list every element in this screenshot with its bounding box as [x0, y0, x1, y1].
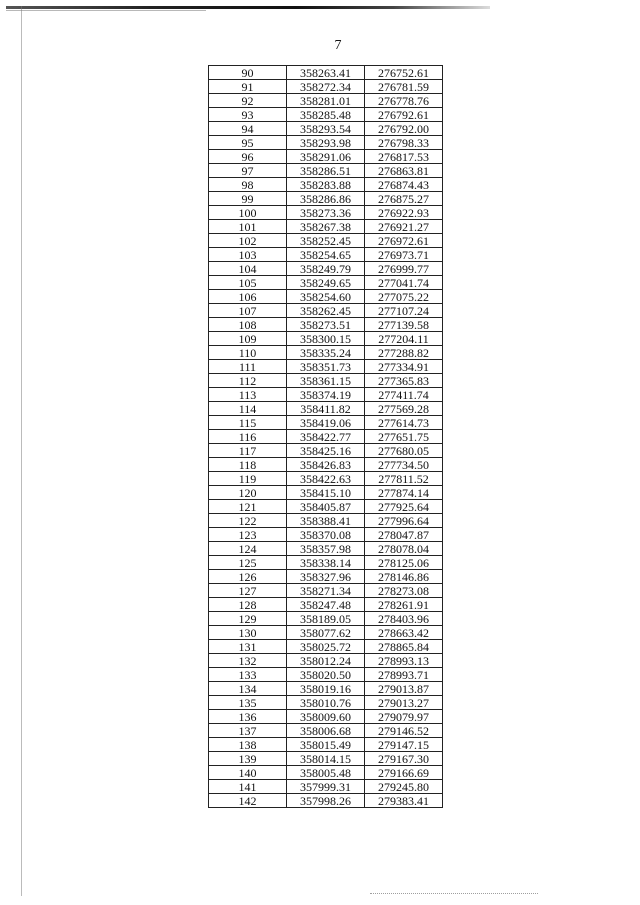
table-row	[209, 136, 443, 150]
point-number-cell: 109	[209, 332, 287, 346]
x-coordinate-cell: 358285.48	[287, 108, 365, 122]
table-row	[209, 150, 443, 164]
y-coordinate-cell: 277288.82	[365, 346, 443, 360]
table-row	[209, 318, 443, 332]
point-number-cell: 122	[209, 514, 287, 528]
point-number-cell: 94	[209, 122, 287, 136]
y-coordinate-cell: 276792.61	[365, 108, 443, 122]
point-number-cell: 142	[209, 794, 287, 808]
y-coordinate-cell: 276972.61	[365, 234, 443, 248]
x-coordinate-cell: 358009.60	[287, 710, 365, 724]
point-number-cell: 118	[209, 458, 287, 472]
point-number-cell: 112	[209, 374, 287, 388]
table-row	[209, 430, 443, 444]
table-row	[209, 766, 443, 780]
point-number-cell: 105	[209, 276, 287, 290]
y-coordinate-cell: 276973.71	[365, 248, 443, 262]
table-row	[209, 472, 443, 486]
point-number-cell: 115	[209, 416, 287, 430]
point-number-cell: 96	[209, 150, 287, 164]
point-number-cell: 110	[209, 346, 287, 360]
table-row	[209, 206, 443, 220]
point-number-cell: 103	[209, 248, 287, 262]
x-coordinate-cell: 358014.15	[287, 752, 365, 766]
y-coordinate-cell: 277041.74	[365, 276, 443, 290]
x-coordinate-cell: 358272.34	[287, 80, 365, 94]
point-number-cell: 100	[209, 206, 287, 220]
point-number-cell: 121	[209, 500, 287, 514]
point-number-cell: 139	[209, 752, 287, 766]
table-row	[209, 290, 443, 304]
table-row	[209, 444, 443, 458]
y-coordinate-cell: 277734.50	[365, 458, 443, 472]
x-coordinate-cell: 358374.19	[287, 388, 365, 402]
point-number-cell: 134	[209, 682, 287, 696]
y-coordinate-cell: 277204.11	[365, 332, 443, 346]
y-coordinate-cell: 277811.52	[365, 472, 443, 486]
point-number-cell: 124	[209, 542, 287, 556]
x-coordinate-cell: 358425.16	[287, 444, 365, 458]
x-coordinate-cell: 358388.41	[287, 514, 365, 528]
x-coordinate-cell: 358025.72	[287, 640, 365, 654]
x-coordinate-cell: 358283.88	[287, 178, 365, 192]
x-coordinate-cell: 358273.36	[287, 206, 365, 220]
table-row	[209, 710, 443, 724]
table-row	[209, 738, 443, 752]
x-coordinate-cell: 358327.96	[287, 570, 365, 584]
y-coordinate-cell: 276921.27	[365, 220, 443, 234]
table-row	[209, 500, 443, 514]
point-number-cell: 113	[209, 388, 287, 402]
y-coordinate-cell: 276781.59	[365, 80, 443, 94]
x-coordinate-cell: 358005.48	[287, 766, 365, 780]
point-number-cell: 95	[209, 136, 287, 150]
x-coordinate-cell: 358286.51	[287, 164, 365, 178]
table-row	[209, 178, 443, 192]
x-coordinate-cell: 358300.15	[287, 332, 365, 346]
y-coordinate-cell: 277925.64	[365, 500, 443, 514]
x-coordinate-cell: 358267.38	[287, 220, 365, 234]
point-number-cell: 136	[209, 710, 287, 724]
point-number-cell: 138	[209, 738, 287, 752]
x-coordinate-cell: 358419.06	[287, 416, 365, 430]
point-number-cell: 97	[209, 164, 287, 178]
point-number-cell: 114	[209, 402, 287, 416]
table-row	[209, 724, 443, 738]
y-coordinate-cell: 279013.87	[365, 682, 443, 696]
y-coordinate-cell: 277365.83	[365, 374, 443, 388]
x-coordinate-cell: 358370.08	[287, 528, 365, 542]
point-number-cell: 125	[209, 556, 287, 570]
x-coordinate-cell: 358249.65	[287, 276, 365, 290]
point-number-cell: 117	[209, 444, 287, 458]
x-coordinate-cell: 357999.31	[287, 780, 365, 794]
x-coordinate-cell: 358015.49	[287, 738, 365, 752]
x-coordinate-cell: 358293.98	[287, 136, 365, 150]
point-number-cell: 116	[209, 430, 287, 444]
page-number: 7	[334, 38, 342, 53]
table-row	[209, 640, 443, 654]
point-number-cell: 141	[209, 780, 287, 794]
table-row	[209, 332, 443, 346]
point-number-cell: 135	[209, 696, 287, 710]
point-number-cell: 129	[209, 612, 287, 626]
table-row	[209, 514, 443, 528]
x-coordinate-cell: 358254.60	[287, 290, 365, 304]
scan-left-edge-line	[21, 6, 22, 896]
table-row	[209, 556, 443, 570]
y-coordinate-cell: 278125.06	[365, 556, 443, 570]
point-number-cell: 108	[209, 318, 287, 332]
point-number-cell: 137	[209, 724, 287, 738]
point-number-cell: 101	[209, 220, 287, 234]
table-row	[209, 164, 443, 178]
table-row	[209, 262, 443, 276]
y-coordinate-cell: 276999.77	[365, 262, 443, 276]
table-row	[209, 248, 443, 262]
x-coordinate-cell: 358273.51	[287, 318, 365, 332]
y-coordinate-cell: 279383.41	[365, 794, 443, 808]
x-coordinate-cell: 358293.54	[287, 122, 365, 136]
table-row	[209, 416, 443, 430]
x-coordinate-cell: 358006.68	[287, 724, 365, 738]
y-coordinate-cell: 276875.27	[365, 192, 443, 206]
x-coordinate-cell: 358415.10	[287, 486, 365, 500]
table-row	[209, 234, 443, 248]
y-coordinate-cell: 277334.91	[365, 360, 443, 374]
y-coordinate-cell: 278261.91	[365, 598, 443, 612]
table-row	[209, 458, 443, 472]
table-row	[209, 752, 443, 766]
point-number-cell: 120	[209, 486, 287, 500]
y-coordinate-cell: 277680.05	[365, 444, 443, 458]
x-coordinate-cell: 358262.45	[287, 304, 365, 318]
point-number-cell: 93	[209, 108, 287, 122]
y-coordinate-cell: 277874.14	[365, 486, 443, 500]
y-coordinate-cell: 279079.97	[365, 710, 443, 724]
table-row	[209, 276, 443, 290]
y-coordinate-cell: 276817.53	[365, 150, 443, 164]
point-number-cell: 127	[209, 584, 287, 598]
scan-footer-noise	[370, 893, 538, 895]
y-coordinate-cell: 277651.75	[365, 430, 443, 444]
y-coordinate-cell: 277569.28	[365, 402, 443, 416]
y-coordinate-cell: 277614.73	[365, 416, 443, 430]
x-coordinate-cell: 358077.62	[287, 626, 365, 640]
x-coordinate-cell: 358357.98	[287, 542, 365, 556]
point-number-cell: 90	[209, 66, 287, 80]
point-number-cell: 102	[209, 234, 287, 248]
y-coordinate-cell: 278663.42	[365, 626, 443, 640]
y-coordinate-cell: 276792.00	[365, 122, 443, 136]
y-coordinate-cell: 276863.81	[365, 164, 443, 178]
point-number-cell: 92	[209, 94, 287, 108]
table-row	[209, 80, 443, 94]
x-coordinate-cell: 358247.48	[287, 598, 365, 612]
y-coordinate-cell: 276798.33	[365, 136, 443, 150]
x-coordinate-cell: 358335.24	[287, 346, 365, 360]
point-number-cell: 91	[209, 80, 287, 94]
x-coordinate-cell: 358411.82	[287, 402, 365, 416]
point-number-cell: 107	[209, 304, 287, 318]
x-coordinate-cell: 358263.41	[287, 66, 365, 80]
x-coordinate-cell: 358286.86	[287, 192, 365, 206]
x-coordinate-cell: 358010.76	[287, 696, 365, 710]
table-row	[209, 374, 443, 388]
y-coordinate-cell: 277411.74	[365, 388, 443, 402]
table-row	[209, 108, 443, 122]
point-number-cell: 130	[209, 626, 287, 640]
point-number-cell: 111	[209, 360, 287, 374]
y-coordinate-cell: 277075.22	[365, 290, 443, 304]
y-coordinate-cell: 277107.24	[365, 304, 443, 318]
y-coordinate-cell: 277996.64	[365, 514, 443, 528]
x-coordinate-cell: 358249.79	[287, 262, 365, 276]
point-number-cell: 126	[209, 570, 287, 584]
x-coordinate-cell: 358422.63	[287, 472, 365, 486]
table-row	[209, 780, 443, 794]
y-coordinate-cell: 278047.87	[365, 528, 443, 542]
table-row	[209, 388, 443, 402]
x-coordinate-cell: 358422.77	[287, 430, 365, 444]
table-row	[209, 402, 443, 416]
y-coordinate-cell: 279245.80	[365, 780, 443, 794]
point-number-cell: 98	[209, 178, 287, 192]
table-row	[209, 626, 443, 640]
x-coordinate-cell: 358012.24	[287, 654, 365, 668]
table-row	[209, 220, 443, 234]
table-row	[209, 122, 443, 136]
y-coordinate-cell: 278146.86	[365, 570, 443, 584]
table-row	[209, 66, 443, 80]
x-coordinate-cell: 358291.06	[287, 150, 365, 164]
table-row	[209, 584, 443, 598]
y-coordinate-cell: 278993.13	[365, 654, 443, 668]
x-coordinate-cell: 358426.83	[287, 458, 365, 472]
table-row	[209, 192, 443, 206]
coordinates-table-body	[209, 66, 443, 808]
y-coordinate-cell: 279146.52	[365, 724, 443, 738]
table-row	[209, 542, 443, 556]
x-coordinate-cell: 358189.05	[287, 612, 365, 626]
table-row	[209, 528, 443, 542]
x-coordinate-cell: 358252.45	[287, 234, 365, 248]
y-coordinate-cell: 276922.93	[365, 206, 443, 220]
y-coordinate-cell: 278273.08	[365, 584, 443, 598]
x-coordinate-cell: 358338.14	[287, 556, 365, 570]
y-coordinate-cell: 278993.71	[365, 668, 443, 682]
x-coordinate-cell: 358351.73	[287, 360, 365, 374]
table-row	[209, 794, 443, 808]
point-number-cell: 106	[209, 290, 287, 304]
point-number-cell: 104	[209, 262, 287, 276]
y-coordinate-cell: 279166.69	[365, 766, 443, 780]
y-coordinate-cell: 279013.27	[365, 696, 443, 710]
table-row	[209, 696, 443, 710]
x-coordinate-cell: 358254.65	[287, 248, 365, 262]
point-number-cell: 128	[209, 598, 287, 612]
y-coordinate-cell: 279147.15	[365, 738, 443, 752]
x-coordinate-cell: 358361.15	[287, 374, 365, 388]
y-coordinate-cell: 276874.43	[365, 178, 443, 192]
table-row	[209, 570, 443, 584]
x-coordinate-cell: 357998.26	[287, 794, 365, 808]
scan-header-rule-thin	[6, 10, 206, 11]
table-row	[209, 304, 443, 318]
y-coordinate-cell: 276752.61	[365, 66, 443, 80]
y-coordinate-cell: 279167.30	[365, 752, 443, 766]
point-number-cell: 133	[209, 668, 287, 682]
table-row	[209, 94, 443, 108]
x-coordinate-cell: 358405.87	[287, 500, 365, 514]
table-row	[209, 668, 443, 682]
table-row	[209, 654, 443, 668]
table-row	[209, 346, 443, 360]
table-row	[209, 598, 443, 612]
y-coordinate-cell: 277139.58	[365, 318, 443, 332]
y-coordinate-cell: 276778.76	[365, 94, 443, 108]
scan-header-rule	[6, 6, 490, 9]
point-number-cell: 99	[209, 192, 287, 206]
x-coordinate-cell: 358271.34	[287, 584, 365, 598]
y-coordinate-cell: 278078.04	[365, 542, 443, 556]
table-row	[209, 360, 443, 374]
y-coordinate-cell: 278865.84	[365, 640, 443, 654]
point-number-cell: 132	[209, 654, 287, 668]
y-coordinate-cell: 278403.96	[365, 612, 443, 626]
point-number-cell: 140	[209, 766, 287, 780]
coordinates-table	[208, 65, 443, 808]
point-number-cell: 119	[209, 472, 287, 486]
point-number-cell: 123	[209, 528, 287, 542]
x-coordinate-cell: 358281.01	[287, 94, 365, 108]
table-row	[209, 486, 443, 500]
table-row	[209, 682, 443, 696]
point-number-cell: 131	[209, 640, 287, 654]
table-row	[209, 612, 443, 626]
x-coordinate-cell: 358019.16	[287, 682, 365, 696]
x-coordinate-cell: 358020.50	[287, 668, 365, 682]
